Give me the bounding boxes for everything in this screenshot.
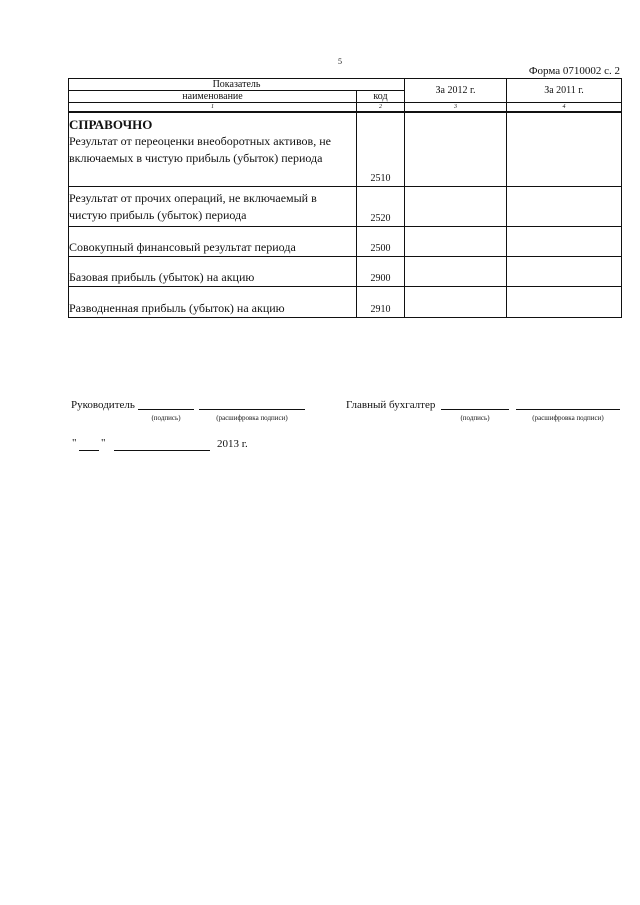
value-2011-cell	[507, 226, 622, 256]
date-month-line[interactable]	[114, 449, 210, 451]
table-row	[69, 226, 622, 256]
table-row	[69, 186, 622, 226]
head-decoding-line[interactable]	[199, 408, 305, 410]
table-row	[69, 256, 622, 286]
period-2011-header: За 2011 г.	[507, 79, 622, 103]
date-year: 2013 г.	[217, 438, 248, 450]
row-code: 2500	[370, 242, 391, 254]
value-2011-cell	[507, 256, 622, 286]
accountant-signature-line[interactable]	[441, 408, 509, 410]
table-row	[69, 286, 622, 317]
chief-accountant-label: Главный бухгалтер	[346, 399, 436, 411]
column-number: 3	[405, 103, 507, 113]
accountant-decoding-caption: (расшифровка подписи)	[532, 414, 604, 422]
head-decoding-caption: (расшифровка подписи)	[216, 414, 288, 422]
value-2012-cell	[405, 112, 507, 186]
row-name: Результат от прочих операций, не включаемый в чистую прибыль (убыток) периода	[69, 190, 317, 222]
row-code: 2510	[370, 172, 391, 184]
value-2012-cell	[405, 286, 507, 317]
value-2011-cell	[507, 186, 622, 226]
head-signature-line[interactable]	[138, 408, 194, 410]
value-2012-cell	[405, 256, 507, 286]
column-number: 4	[507, 103, 622, 113]
row-name-cell	[69, 186, 357, 226]
financial-results-table	[68, 78, 622, 318]
date-close-quote: "	[101, 437, 106, 449]
row-name: Базовая прибыль (убыток) на акцию	[69, 269, 255, 284]
row-name-cell	[69, 256, 357, 286]
row-code: 2520	[370, 212, 391, 224]
head-label: Руководитель	[71, 399, 135, 411]
row-code: 2900	[370, 272, 391, 284]
indicator-header: Показатель	[69, 79, 405, 91]
page-number: 5	[338, 57, 342, 66]
row-code-cell	[357, 186, 405, 226]
row-name-cell	[69, 286, 357, 317]
value-2011-cell	[507, 286, 622, 317]
row-name-cell	[69, 226, 357, 256]
row-name: Разводненная прибыль (убыток) на акцию	[69, 300, 285, 315]
column-number: 2	[357, 103, 405, 113]
head-signature-caption: (подпись)	[151, 414, 181, 422]
row-name: Результат от переоценки внеоборотных активов, не включаемых в чистую прибыль (убыток) периода	[69, 134, 331, 165]
value-2012-cell	[405, 186, 507, 226]
row-name-cell	[69, 112, 357, 186]
row-code: 2910	[370, 303, 391, 315]
period-2012-header: За 2012 г.	[405, 79, 507, 103]
row-code-cell	[357, 256, 405, 286]
accountant-signature-caption: (подпись)	[460, 414, 490, 422]
name-header: наименование	[69, 91, 357, 103]
date-day-line[interactable]	[79, 449, 99, 451]
column-numbers-row	[69, 103, 622, 113]
value-2011-cell	[507, 112, 622, 186]
accountant-decoding-line[interactable]	[516, 408, 620, 410]
row-code-cell	[357, 286, 405, 317]
row-name: Совокупный финансовый результат периода	[69, 239, 296, 254]
column-number: 1	[69, 103, 357, 113]
date-open-quote: "	[72, 437, 77, 449]
header-row-indicator	[69, 79, 622, 91]
table-row	[69, 112, 622, 186]
row-code-cell	[357, 112, 405, 186]
value-2012-cell	[405, 226, 507, 256]
section-title: СПРАВОЧНО	[69, 117, 153, 132]
form-label: Форма 0710002 с. 2	[528, 65, 620, 77]
code-header: код	[357, 91, 405, 103]
row-code-cell	[357, 226, 405, 256]
